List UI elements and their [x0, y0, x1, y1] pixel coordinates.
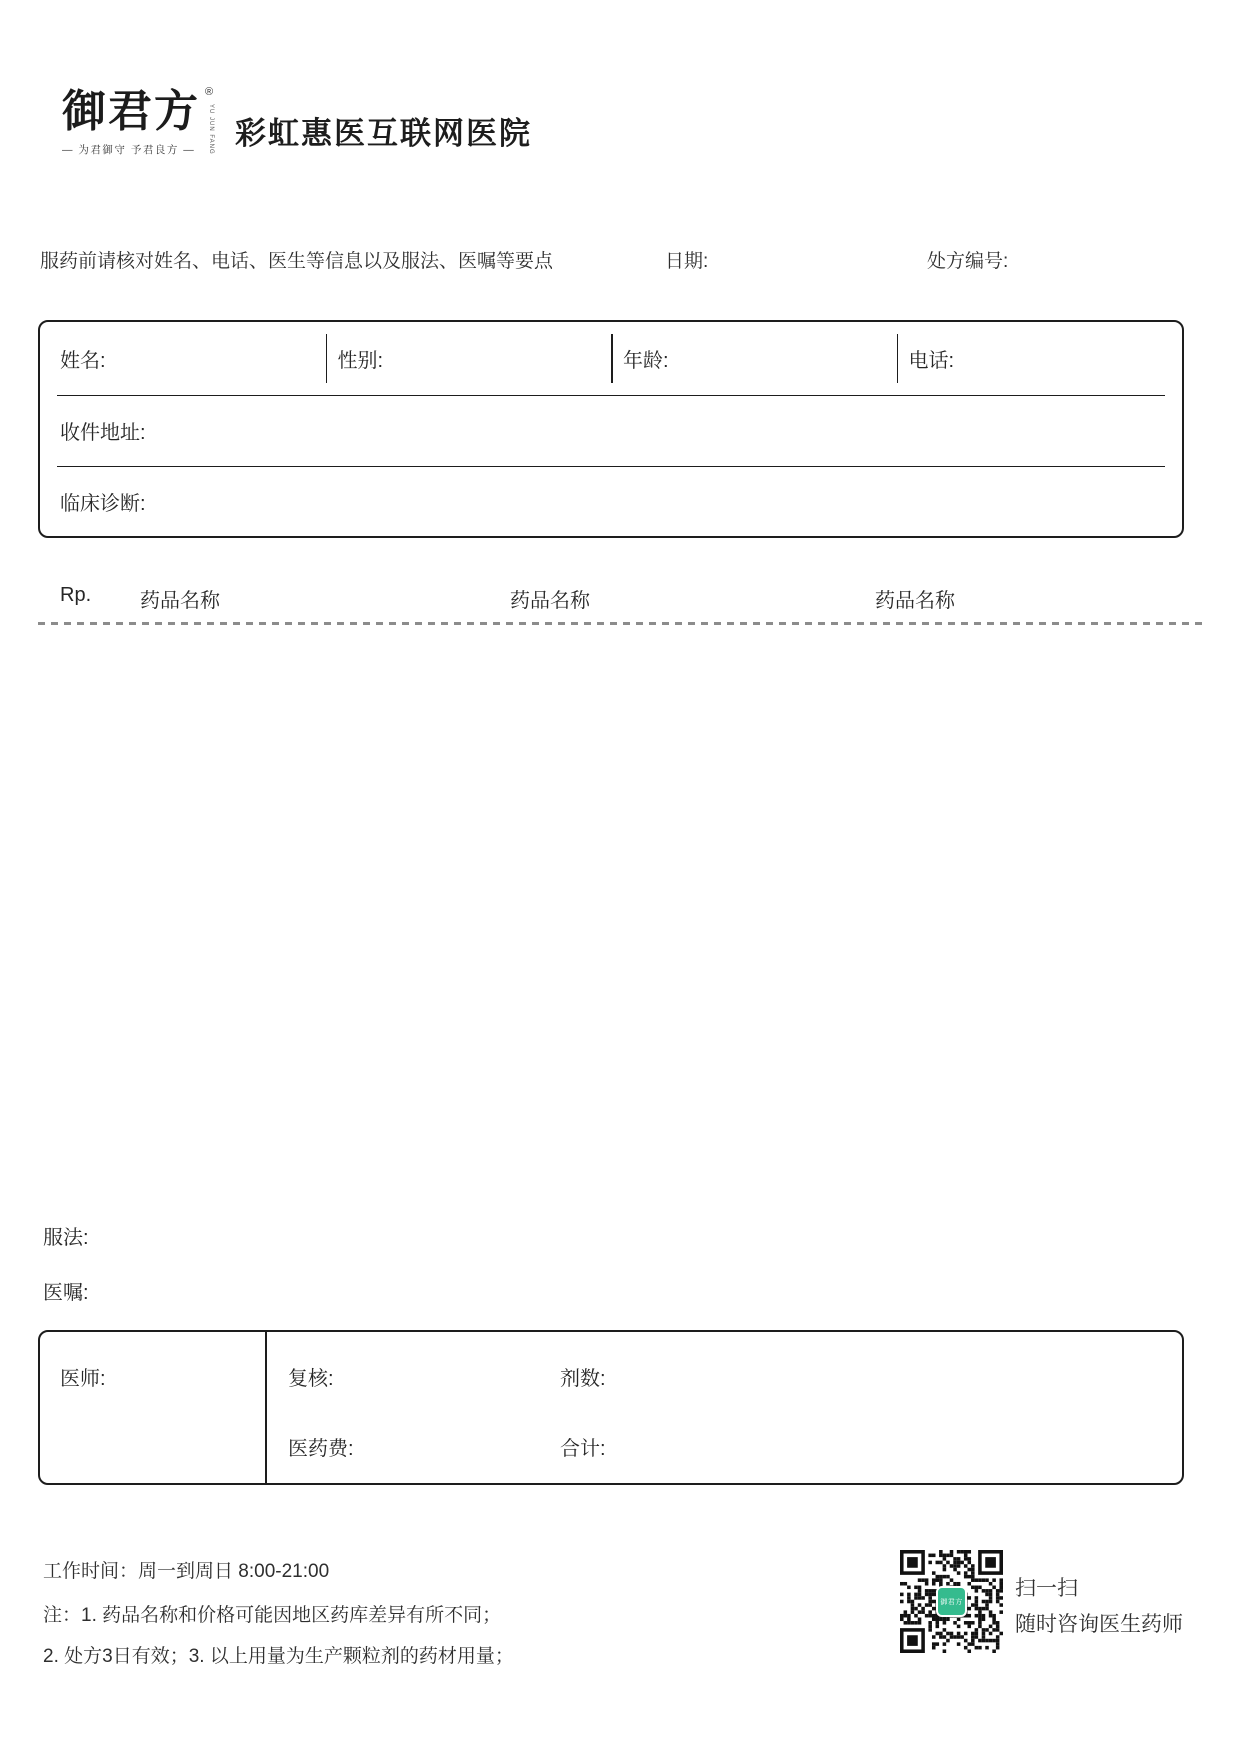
verification-notice: 服药前请核对姓名、电话、医生等信息以及服法、医嘱等要点: [40, 251, 554, 272]
patient-info-row-basic: [40, 322, 1182, 395]
date-label: 日期:: [665, 251, 709, 272]
qr-center-logo: [936, 1586, 967, 1617]
patient-gender-field: [326, 322, 612, 395]
patient-info-box: [38, 320, 1184, 538]
rp-label: Rp.: [60, 584, 92, 606]
clinical-diagnosis-label: 临床诊断:: [60, 492, 146, 515]
brand-slogan: — 为君御守 予君良方 —: [62, 144, 196, 157]
dose-count-label: 剂数:: [560, 1368, 606, 1390]
scan-description: 随时咨询医生药师: [1015, 1613, 1183, 1636]
physician-label: 医师:: [60, 1368, 106, 1390]
patient-address-label: 收件地址:: [60, 422, 146, 445]
qr-center-text: 御君方: [940, 1598, 963, 1606]
brand-logo: [62, 86, 214, 157]
patient-address-field: [40, 396, 1182, 466]
scan-label: 扫一扫: [1015, 1577, 1078, 1600]
drug-name-column-header: 药品名称: [510, 590, 590, 612]
patient-phone-field: [897, 322, 1183, 395]
clinical-diagnosis-field: [40, 467, 1182, 537]
drug-name-column-header: 药品名称: [140, 590, 220, 612]
patient-name-field: [40, 322, 326, 395]
registered-trademark-icon: ®: [205, 86, 214, 98]
patient-age-field: [611, 322, 897, 395]
hospital-title: 彩虹惠医互联网医院: [235, 116, 532, 151]
signoff-divider: [265, 1332, 267, 1483]
signoff-box: [38, 1330, 1184, 1485]
patient-phone-label: 电话:: [908, 350, 955, 372]
prescription-number-label: 处方编号:: [927, 251, 1009, 272]
work-hours-note: 工作时间：周一到周日 8:00-21:00: [43, 1561, 330, 1582]
drug-name-column-header: 药品名称: [875, 590, 955, 612]
footer-note-1: 注：1. 药品名称和价格可能因地区药库差异有所不同；: [43, 1605, 502, 1626]
column-divider: [897, 334, 899, 383]
patient-name-label: 姓名:: [60, 350, 106, 372]
doctor-advice-label: 医嘱:: [43, 1282, 89, 1304]
review-label: 复核:: [288, 1368, 334, 1390]
column-divider: [611, 334, 613, 383]
total-label: 合计:: [560, 1438, 606, 1460]
medicine-fee-label: 医药费:: [288, 1438, 354, 1460]
patient-age-label: 年龄:: [623, 350, 669, 372]
usage-method-label: 服法:: [43, 1227, 89, 1249]
dashed-separator: [38, 622, 1208, 625]
column-divider: [326, 334, 328, 383]
footer-note-2: 2. 处方3日有效；3. 以上用量为生产颗粒剂的药材用量；: [43, 1646, 514, 1667]
brand-logo-text: 御君方: [62, 86, 200, 137]
qr-code: [900, 1550, 1003, 1653]
patient-gender-label: 性别:: [337, 350, 384, 372]
brand-logo-pinyin: YU JUN FANG: [208, 104, 214, 155]
